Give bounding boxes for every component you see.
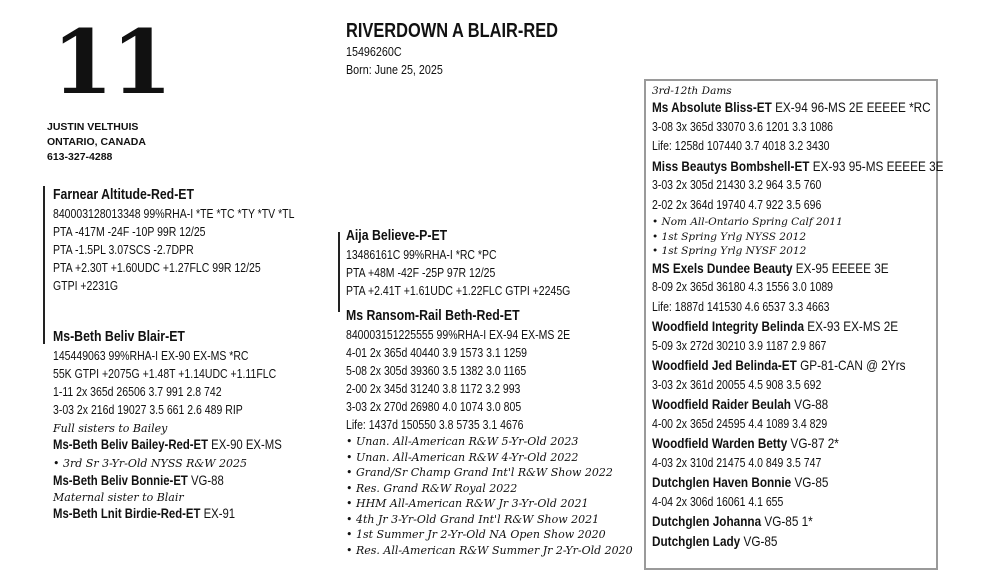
granddam-name: Ms Ransom-Rail Beth-Red-ET [346, 307, 520, 324]
dam-record: 5-09 3x 272d 30210 3.9 1187 2.9 867 [652, 338, 827, 353]
sister-bonnie [53, 472, 282, 490]
granddam-line: 2-00 2x 345d 31240 3.8 1172 3.2 993 [346, 382, 521, 396]
maternal-sister-label: Maternal sister to Blair [53, 490, 184, 504]
dam-record: 4-04 2x 306d 16061 4.1 655 [652, 494, 784, 509]
owner-name: JUSTIN VELTHUIS [47, 121, 139, 133]
sister-birdie-name: Ms-Beth Lnit Birdie-Red-ET [53, 505, 201, 521]
full-sisters-label: Full sisters to Bailey [53, 422, 168, 435]
dam-record: Life: 1887d 141530 4.6 6537 3.3 4663 [652, 299, 830, 314]
pedigree-line-sire [43, 186, 45, 344]
dam-record: Life: 1258d 107440 3.7 4018 3.2 3430 [652, 139, 830, 153]
dam-entry-name: Dutchglen Lady [652, 532, 741, 549]
granddam-award: • Unan. All-American R&W 5-Yr-Old 2023 [346, 435, 579, 448]
animal-reg: 15496260C [346, 45, 402, 59]
dam-entry [652, 356, 944, 376]
sister-bailey-class: EX-90 EX-MS [208, 437, 282, 452]
dam-entry-name: Ms Absolute Bliss-ET [652, 99, 772, 115]
granddam-award: • HHM All-American R&W Jr 3-Yr-Old 2021 [346, 497, 589, 510]
dams-heading: 3rd-12th Dams [652, 85, 732, 97]
dam-entry-name: Miss Beautys Bombshell-ET [652, 157, 810, 174]
granddam-award: • 4th Jr 3-Yr-Old Grand Int'l R&W Show 2021 [346, 512, 600, 526]
dam-entry-class: GP-81-CAN @ 2Yrs [796, 357, 906, 373]
dam-entry [652, 395, 944, 415]
sire-line: GTPI +2231G [53, 279, 119, 293]
dam-entry-name: Woodfield Jed Belinda-ET [652, 357, 797, 373]
dam-name: Ms-Beth Beliv Blair-ET [53, 328, 185, 345]
dam-entry-name: Woodfield Warden Betty [652, 435, 788, 451]
granddam-block [346, 305, 633, 558]
sister-birdie-class: EX-91 [200, 505, 236, 521]
sister-bonnie-name: Ms-Beth Beliv Bonnie-ET [53, 472, 188, 488]
dam-record: 2-02 2x 364d 19740 4.7 922 3.5 696 [652, 197, 822, 212]
dam-entry-class: EX-94 96-MS 2E EEEEE *RC [771, 99, 931, 115]
dam-record: 4-00 2x 365d 24595 4.4 1089 3.4 829 [652, 416, 828, 431]
dam-entry-class: VG-88 [790, 396, 829, 412]
dam-entry-class: VG-85 [740, 532, 778, 549]
sister-bailey [53, 436, 282, 454]
mgs-block [346, 225, 613, 300]
dam-line: 55K GTPI +2075G +1.48T +1.14UDC +1.11FLC [53, 367, 277, 381]
granddam-award: • Res. All-American R&W Summer Jr 2-Yr-Old 2020 [346, 543, 633, 557]
sister-birdie [53, 505, 282, 523]
lot-number: 11 [52, 10, 171, 114]
dam-line: 145449063 99%RHA-I EX-90 EX-MS *RC [53, 349, 249, 363]
granddam-line: 4-01 2x 365d 40440 3.9 1573 3.1 1259 [346, 346, 527, 360]
owner-info [47, 120, 146, 165]
animal-header [346, 20, 605, 79]
sire-name: Farnear Altitude-Red-ET [53, 186, 195, 203]
dam-entry-name: MS Exels Dundee Beauty [652, 259, 793, 276]
mgs-line: PTA +2.41T +1.61UDC +1.22FLC GTPI +2245G [346, 284, 571, 298]
animal-born: Born: June 25, 2025 [346, 63, 443, 77]
dam-record: 4-03 2x 310d 21475 4.0 849 3.5 747 [652, 455, 822, 470]
dam-entry-name: Woodfield Integrity Belinda [652, 318, 805, 334]
dam-award: • 1st Spring Yrlg NYSS 2012 [652, 230, 807, 243]
animal-name: RIVERDOWN A BLAIR-RED [346, 20, 558, 42]
sire-line: PTA -1.5PL 3.07SCS -2.7DPR [53, 243, 194, 257]
dam-record: 8-09 2x 365d 36180 4.3 1556 3.0 1089 [652, 280, 833, 294]
granddam-line: 3-03 2x 270d 26980 4.0 1074 3.0 805 [346, 400, 522, 414]
dam-record: 3-08 3x 365d 33070 3.6 1201 3.3 1086 [652, 119, 833, 134]
granddam-line: 5-08 2x 305d 39360 3.5 1382 3.0 1165 [346, 364, 527, 378]
dams-box [652, 84, 988, 551]
dam-entry-class: EX-95 EEEEE 3E [792, 259, 889, 276]
dam-block [53, 326, 325, 523]
dam-entry-class: EX-93 EX-MS 2E [804, 318, 899, 334]
dam-entry-class: VG-87 2* [787, 435, 839, 451]
dam-entry-name: Dutchglen Johanna [652, 513, 762, 529]
dam-award: • 1st Spring Yrlg NYSF 2012 [652, 245, 807, 257]
granddam-award: • Unan. All-American R&W 4-Yr-Old 2022 [346, 450, 579, 464]
granddam-award: • 1st Summer Jr 2-Yr-Old NA Open Show 2020 [346, 528, 606, 541]
dam-entry [652, 512, 944, 532]
dam-entry-name: Woodfield Raider Beulah [652, 396, 791, 412]
dam-entry [652, 434, 944, 454]
dam-entry-class: VG-85 [791, 474, 829, 490]
granddam-line: 840003151225555 99%RHA-I EX-94 EX-MS 2E [346, 328, 571, 342]
dam-entry-class: VG-85 1* [761, 513, 813, 529]
mgs-line: PTA +48M -42F -25P 97R 12/25 [346, 266, 496, 280]
owner-phone: 613-327-4288 [47, 151, 113, 163]
dam-entry-name: Dutchglen Haven Bonnie [652, 474, 792, 490]
dam-entry-class: EX-93 95-MS EEEEE 3E [809, 157, 944, 174]
dam-award: • Nom All-Ontario Spring Calf 2011 [652, 216, 843, 228]
dam-entry [652, 317, 944, 337]
sister-bonnie-class: VG-88 [187, 472, 224, 488]
dam-entry [652, 259, 944, 279]
mgs-line: 13486161C 99%RHA-I *RC *PC [346, 248, 497, 262]
granddam-line: Life: 1437d 150550 3.8 5735 3.1 4676 [346, 418, 524, 432]
sister-bailey-name: Ms-Beth Beliv Bailey-Red-ET [53, 437, 209, 452]
dam-line: 1-11 2x 365d 26506 3.7 991 2.8 742 [53, 385, 222, 399]
owner-location: ONTARIO, CANADA [47, 136, 146, 148]
dam-entry [652, 473, 944, 493]
sire-line: PTA -417M -24F -10P 99R 12/25 [53, 225, 206, 239]
granddam-award: • Grand/Sr Champ Grand Int'l R&W Show 2022 [346, 466, 613, 479]
dam-line: 3-03 2x 216d 19027 3.5 661 2.6 489 RIP [53, 403, 243, 417]
dam-record: 3-03 2x 361d 20055 4.5 908 3.5 692 [652, 377, 822, 392]
sire-block [53, 184, 340, 295]
sister-bailey-award: • 3rd Sr 3-Yr-Old NYSS R&W 2025 [53, 457, 248, 470]
dam-record: 3-03 2x 305d 21430 3.2 964 3.5 760 [652, 178, 822, 192]
sire-line: 840003128013348 99%RHA-I *TE *TC *TY *TV *TL [53, 207, 295, 221]
sire-line: PTA +2.30T +1.60UDC +1.27FLC 99R 12/25 [53, 261, 261, 275]
granddam-award: • Res. Grand R&W Royal 2022 [346, 481, 518, 495]
dam-entry [652, 157, 944, 177]
dam-entry [652, 98, 944, 118]
dam-entry [652, 532, 944, 552]
mgs-name: Aija Believe-P-ET [346, 227, 448, 244]
